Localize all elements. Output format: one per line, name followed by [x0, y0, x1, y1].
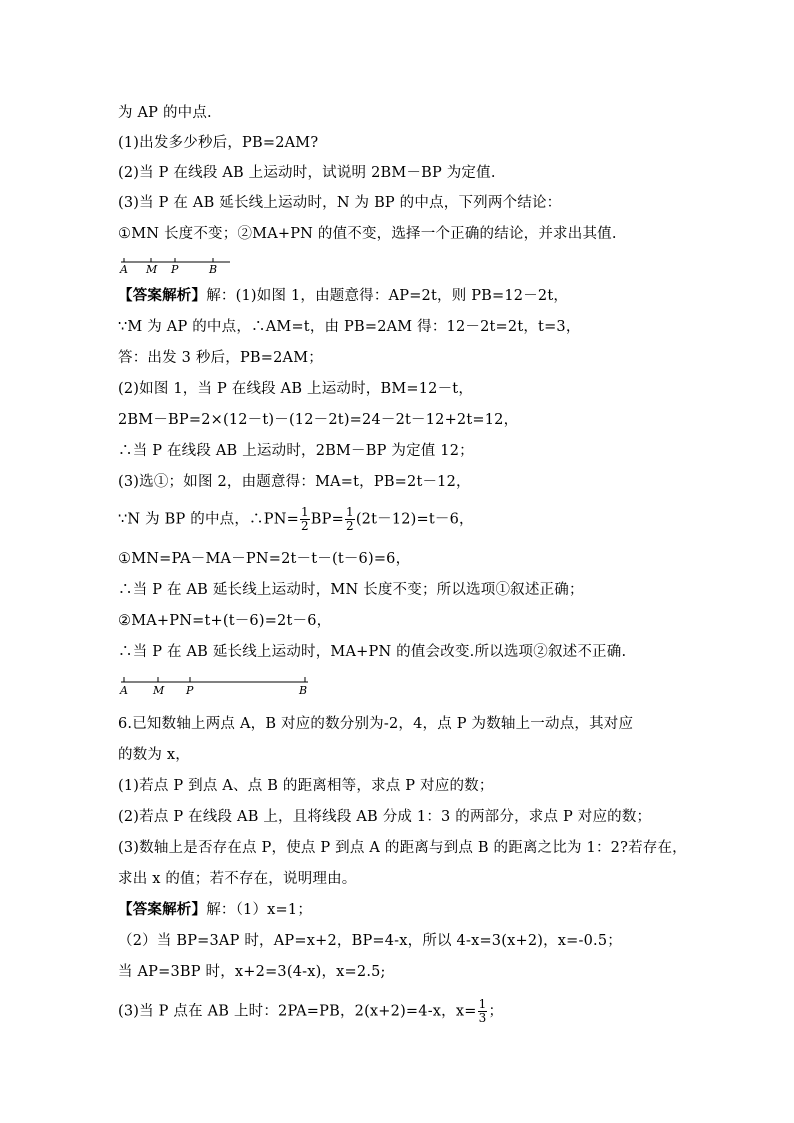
figure-1-label-b: B [209, 263, 218, 276]
answer-tag: 【答案解析】 [118, 901, 207, 918]
question-6-stem: 6.已知数轴上两点 A，B 对应的数分别为-2，4，点 P 为数轴上一动点，其对应 [118, 716, 634, 732]
figure-2-label-m: M [153, 684, 165, 697]
figure-2-label-p: P [186, 684, 194, 697]
answer-line-fraction [118, 506, 474, 533]
fraction [300, 506, 310, 533]
question-part-1: (1)出发多少秒后，PB=2AM? [118, 135, 319, 151]
figure-1-label-m: M [146, 263, 158, 276]
answer-line [118, 900, 312, 920]
text-line: 为 AP 的中点. [118, 105, 212, 121]
text-segment: (3)当 P 点在 AB 上时：2PA=PB，2(x+2)=4-x，x= [118, 1003, 477, 1020]
fraction-numerator: 1 [345, 505, 354, 519]
question-6-part-3: (3)数轴上是否存在点 P，使点 P 到点 A 的距离与到点 B 的距离之比为 1：2?若存在， [118, 840, 687, 856]
text-segment: BP= [310, 511, 344, 528]
fraction-denominator: 3 [478, 1011, 487, 1025]
answer-line [118, 286, 568, 306]
figure-1-number-line [118, 254, 238, 280]
question-part-3: (3)当 P 在 AB 延长线上运动时，N 为 BP 的中点，下列两个结论： [118, 195, 562, 211]
question-6-part-3-cont: 求出 x 的值；若不存在，说明理由。 [118, 871, 357, 887]
figure-1-label-a: A [120, 263, 128, 276]
fraction-denominator: 2 [300, 519, 309, 533]
fraction [478, 998, 488, 1025]
question-6-part-1: (1)若点 P 到点 A、点 B 的距离相等，求点 P 对应的数； [118, 778, 494, 794]
answer-line: ①MN=PA－MA－PN=2t－t－(t－6)=6， [118, 551, 411, 567]
answer-line: ∴当 P 在线段 AB 上运动时，2BM－BP 为定值 12； [118, 443, 474, 459]
text-segment: ∵N 为 BP 的中点，∴PN= [118, 511, 299, 528]
text-segment: ； [488, 1003, 504, 1020]
answer-line: (3)选①；如图 2，由题意得：MA=t，PB=2t－12， [118, 474, 471, 490]
text-segment: (2t－12)=t－6， [355, 511, 474, 528]
answer-line: ∴当 P 在 AB 延长线上运动时，MA+PN 的值会改变.所以选项②叙述不正确. [118, 644, 627, 660]
answer-line: 2BM－BP=2×(12－t)－(12－2t)=24－2t－12+2t=12， [118, 412, 519, 428]
figure-2-number-line [118, 674, 318, 702]
answer-line: ∴当 P 在 AB 延长线上运动时，MN 长度不变；所以选项①叙述正确； [118, 582, 584, 598]
answer-line: ②MA+PN=t+(t－6)=2t－6， [118, 613, 332, 629]
answer-line: 当 AP=3BP 时，x+2=3(4-x)，x=2.5; [118, 964, 386, 980]
figure-2-label-a: A [120, 684, 128, 697]
question-6-stem: 的数为 x， [118, 747, 190, 763]
fraction-numerator: 1 [300, 505, 309, 519]
answer-line: 答：出发 3 秒后，PB=2AM； [118, 350, 323, 366]
figure-2-label-b: B [299, 684, 308, 697]
question-part-2: (2)当 P 在线段 AB 上运动时，试说明 2BM－BP 为定值. [118, 165, 496, 181]
fraction-numerator: 1 [478, 997, 487, 1011]
answer-line: ∵M 为 AP 的中点，∴AM=t，由 PB=2AM 得：12－2t=2t，t=3， [118, 319, 581, 335]
fraction [345, 506, 355, 533]
fraction-denominator: 2 [345, 519, 354, 533]
question-6-part-2: (2)若点 P 在线段 AB 上，且将线段 AB 分成 1：3 的两部分，求点 P 对应的数； [118, 809, 652, 825]
answer-text: 解：（1）x=1； [206, 902, 313, 918]
figure-1-label-p: P [171, 263, 179, 276]
answer-text: 解：(1)如图 1，由题意得：AP=2t，则 PB=12－2t， [206, 288, 569, 304]
question-options: ①MN 长度不变；②MA+PN 的值不变，选择一个正确的结论，并求出其值. [118, 226, 617, 242]
answer-line-fraction [118, 998, 503, 1025]
answer-line: （2）当 BP=3AP 时，AP=x+2，BP=4-x，所以 4-x=3(x+2)，x=-0.5； [118, 933, 622, 949]
answer-tag: 【答案解析】 [118, 287, 207, 304]
answer-line: (2)如图 1，当 P 在线段 AB 上运动时，BM=12－t， [118, 381, 474, 397]
